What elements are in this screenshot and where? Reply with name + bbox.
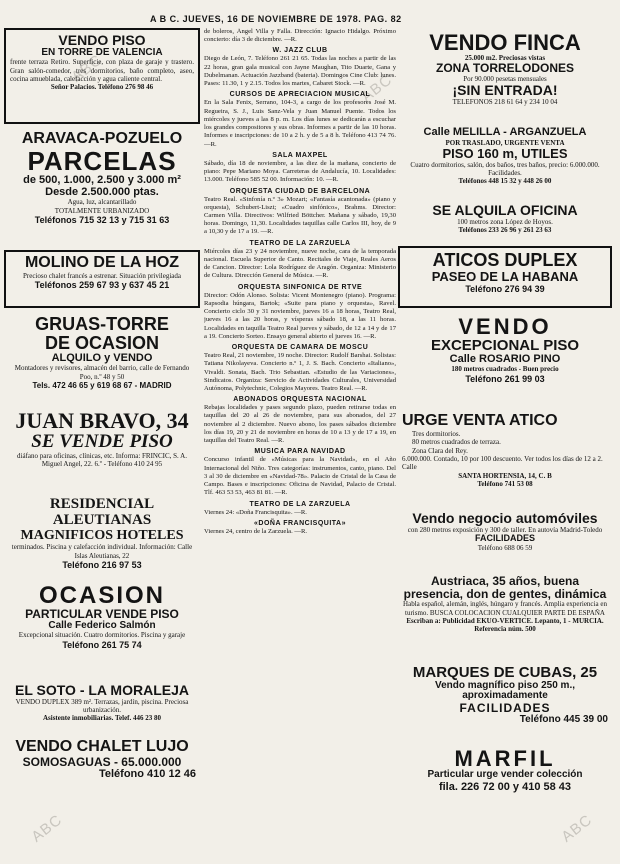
ad-body: Habla español, alemán, inglés, húngaro y francés. Amplia experiencia en turismo. BUSCA COLOCACION CUALQUIER PARTE DE ESPAÑA [403,600,607,617]
ad-body: Precioso chalet francés a estrenar. Situación privilegiada [22,271,182,280]
ad-body: VENDO DUPLEX 389 m². Terrazas, jardín, piscina. Preciosa urbanización. [15,697,189,715]
ad-body: Particular urge vender colección [427,769,583,781]
ad-slogan: ¡SIN ENTRADA! [452,82,558,99]
listing-section [204,520,396,536]
ad-phone: Teléfono 276 94 39 [465,283,545,294]
ad-title: ARAVACA-POZUELO [21,130,183,147]
ad-subtitle: PARTICULAR VENDE PISO [25,607,179,622]
ad-vendo-excepcional-piso [398,312,612,406]
ad-label: FACILIDADES [474,533,535,544]
ad-gruas-torre [4,312,200,402]
ad-juan-bravo [4,406,200,490]
ad-ocasion [4,580,200,676]
listing-title: ABONADOS ORQUESTA NACIONAL [233,396,367,404]
ad-phone: Teléfonos 259 67 93 y 637 45 21 [34,280,170,291]
ad-phone: TELEFONOS 218 61 64 y 234 10 04 [452,98,558,107]
ad-phone: Teléfono 261 99 03 [465,373,545,384]
ad-marfil [398,744,612,812]
listing-title: TEATRO DE LA ZARZUELA [249,500,351,508]
ad-title: VENDO CHALET LUJO [15,738,189,755]
ad-price: Desde 2.500.000 ptas. [45,185,159,198]
watermark: ABC [358,71,396,106]
ad-title: SE ALQUILA OFICINA [432,202,578,218]
ad-title: MOLINO DE LA HOZ [24,254,180,271]
ad-title: MARQUES DE CUBAS, 25 [412,664,598,681]
ad-subtitle: PASEO DE LA HABANA [431,268,579,284]
ad-phone: Teléfono 741 53 08 [477,480,533,489]
ad-title: GRUAS-TORRE [35,314,169,334]
ad-phone: Teléfono 688 06 59 [477,543,533,552]
ad-item-list [402,430,608,455]
ad-phone: Teléfonos 715 32 13 y 715 31 63 [34,214,170,225]
listing-title: TEATRO DE LA ZARZUELA [249,239,351,247]
ad-services: Agua, luz, alcantarillado [67,198,137,207]
listing-title: SALA MAXPEL [272,151,328,159]
left-column [4,28,200,808]
ad-terms: Por 90.000 pesetas mensuales [463,75,547,84]
listing-title: CURSOS DE APRECIACION MUSICAL [229,91,371,99]
ad-title: VENDO FINCA [429,30,581,55]
ad-title: ATICOS DUPLEX [432,250,578,270]
ad-title2: MAGNIFICOS HOTELES [20,527,184,543]
ad-phone: Teléfono 410 12 46 [98,768,196,781]
ad-title: Vendo negocio automóviles [412,510,598,526]
ad-title: RESIDENCIAL ALEUTIANAS [49,496,155,528]
listing-section [204,284,396,341]
listing-section [204,501,396,517]
ad-contact: SANTA HORTENSIA, 14, C. B [458,471,552,480]
listing-title: «DOÑA FRANCISQUITA» [254,519,346,527]
ad-zone: ZONA TORRELODONES [435,61,574,76]
ad-contact: Escriban a: Publicidad EKUO-VERTICE. Lepanto, 1 - MURCIA. Referencia núm. 500 [406,616,604,634]
ad-residencial-aleutianas [4,494,200,576]
ad-title: Austriaca, 35 años, buena presencia, don de gentes, dinámica [403,574,607,601]
ad-phone: Teléfono 445 39 00 [519,714,608,726]
listing-section [204,47,396,88]
ad-marques-de-cubas [398,662,612,740]
listing-text: Teatro Real, 21 noviembre, 19 noche. Director: Rudolf Barshai. Solistas: Tatiana Nikolayeva. Concierto n.º 1, J. S. Bach. Concierto «Italiano», Vivaldi. Sonata, Bach. Trio Sebastian. «Estudio de las Variaciones», Sindicatos. Organiza: Servicio de Actividades Culturales, Universidad Autónoma, Polytechnic, Colegios Mayores. Teatro Real. —R. [204,352,396,392]
listing-section [204,152,396,185]
ad-body: diáfano para oficinas, clínicas, etc. Informa: FRINCIC, S. A. [17,452,187,461]
ad-phone: Teléfono 216 97 53 [62,559,142,570]
ad-sizes: de 500, 1.000, 2.500 y 3.000 m² [23,174,181,187]
ad-title: VENDO PISO [58,32,146,48]
listing-title: ORQUESTA SINFONICA DE RTVE [237,283,363,291]
ad-contact: Miguel Angel, 22. 6.º - Teléfono 410 24 95 [41,460,163,469]
ad-reason: POR TRASLADO, URGENTE VENTA [445,138,565,147]
ad-title: MARFIL [454,746,556,771]
listing-text: En la Sala Fenix, Serrano, 104-3, a cargo de los profesores José M. Regueira, S. J., Luis Sanz-Vela y Juan Manuel Puente. Todos los miércoles y jueves a las 8 p. m. Los días lunes se dedicarán a escuchar los grandes compositores y sus obras. Informes a partir de las 10 horas. Informes e inscripciones: de 10 a 2 h. y de 5 a 8 h. Teléfono 413 74 76. —R. [204,99,396,148]
ad-item: Tres dormitorios. [412,429,461,438]
listing-title: W. JAZZ CLUB [272,47,328,55]
listing-title: ORQUESTA CIUDAD DE BARCELONA [229,187,371,195]
listing-text: Viernes 24: «Doña Francisquita». —R. [204,508,307,516]
ad-subtitle: SOMOSAGUAS - 65.000.000 [22,754,182,769]
ad-main: PISO 160 m, UTILES [442,145,568,161]
ad-body: con 280 metros exposición y 300 de taller. En autovía Madrid-Toledo [407,525,603,534]
ad-body: terminados. Piscina y calefacción individual. Información: Calle Islas Aleutianas, 22 [11,543,193,560]
page-header: A B C. JUEVES, 16 DE NOVIEMBRE DE 1978. PAG. 82 [150,14,402,24]
ad-body: frente terraza Retiro. Superficie, con plaza de garaje y trastero. Gran salón-comedor, tres dormitorios, baño completo, aseo, cocina amueblada, calefacción y agua caliente central. [10,58,194,83]
ad-item: Zona Clara del Rey. [412,446,468,455]
ad-el-soto [4,680,200,732]
ad-title2: DE OCASION [44,332,159,353]
listing-title: MUSICA PARA NAVIDAD [254,448,346,456]
ad-contact: Asistente inmobiliarias. Telef. 446 23 80 [42,714,162,723]
ad-contact: Señor Palacios. Teléfono 276 98 46 [50,83,154,92]
ad-size: 25.000 m2. Preciosas vistas [464,54,546,63]
ad-aticos-duplex [398,246,612,308]
ad-phone: Teléfonos 448 15 32 y 448 26 00 [458,177,552,186]
ad-subtitle: EN TORRE DE VALENCIA [41,46,163,58]
ad-title: EL SOTO - LA MORALEJA [15,682,189,698]
ad-status: TOTALMENTE URBANIZADO [54,206,150,215]
ad-body: Vendo magnífico piso 250 m., aproximadamente [434,679,576,702]
ad-negocio-automoviles [398,508,612,568]
ad-calle-melilla [398,124,612,196]
ad-title: URGE VENTA ATICO [402,412,558,429]
watermark: ABC [558,811,596,846]
ad-body: 6.000.000. Contado, 10 por 100 descuento. Ver todos los días de 12 a 2. Calle [402,454,603,472]
middle-column [204,28,396,848]
ad-austriaca [398,572,612,658]
listing-text: Miércoles días 23 y 24 noviembre, nueve noche, cara de la temporada nacional. Escuela Superior de Canto. Recitales de Viaje, Reales Aeros de Cancion. Director: Lola Rodríguez de Aragón. Organiza: Ministerio de Cultura. Dirección General de Música. —R. [204,247,396,280]
listing-text: Concurso infantil de «Músicas para la Navidad», en el Año Internacional del Niño. Tres categorías: instrumentos, canto, piano. Del 3 al 30 de diciembre en «Navidad-78». Palacio de Cristal de la Casa de Campo. Bases e inscripciones: Oficina de Navidad, Palacio de Cristal. Tlf. 463 53 53, 463 81 81. —R. [204,456,396,497]
ad-molino-de-la-hoz [4,250,200,308]
ad-subtitle: ALQUILO y VENDO [51,351,153,364]
ad-title: Calle MELILLA - ARGANZUELA [423,126,587,138]
ad-title: JUAN BRAVO, 34 [15,408,189,433]
ad-aravaca-pozuelo [4,128,200,246]
watermark: ABC [68,51,106,86]
listing-section [204,28,396,44]
right-column [398,28,612,816]
ad-label: FACILIDADES [459,700,551,715]
ad-body: Montadores y revisores, almacén del barrio, calle de Fernando Poo, n.º 48 y 50 [14,364,190,381]
listing-text: de boleros, Ángel Villa y Falla. Dirección: Ignacio Hidalgo. Próximo concierto: día 3 de diciembre. —R. [204,28,396,44]
listing-section [204,344,396,393]
listing-text: Sábado, día 18 de noviembre, a las diez de la mañana, concierto de piano: Pepe Mariano Moya. Carreteras de Andalucía, 10. Localidades: 13.000. Teléfono 585 52 00. Información: 10. —R. [204,159,396,184]
ad-phone: fila. 226 72 00 y 410 58 43 [438,780,572,793]
watermark: ABC [28,811,66,846]
ad-body: 180 metros cuadrados - Buen precio [451,365,559,374]
ad-vendo-piso [4,28,200,124]
ad-title: OCASION [38,582,165,609]
listing-text: Teatro Real. «Sinfonía n.º 3» Mozart; «Fantasía acantonada» (piano y orquesta), Schubert-Liszt; «Cuadro sinfónico», Brahms. Director: Carmen Villa. Directivos: Wilfried Böttcher. Mañana y sábado, 19,30 horas. Domingo, 11,30. Localidades taquillas calle Carlos III, hoy, de 9 a 10,30 y de 17 a 19. —R. [204,195,396,236]
listing-section [204,396,396,445]
ad-title2: SE VENDE PISO [31,431,173,453]
listing-section [204,91,396,148]
ad-vendo-finca [398,28,612,120]
ad-alquila-oficina [398,200,612,242]
ad-chalet-lujo [4,736,200,804]
listing-section [204,448,396,497]
listing-section [204,188,396,237]
listing-text: Director: Odón Alonso. Solista: Vicent Montenegro (piano). Programa: Rapsodia húngara, Bartok; «Suite para piano y orquesta», Ravel. Concierto ciclo 30 y 31 noviembre, jueves 16 a 18 horas, Teatro Real, jueves 16 a las 20 horas, y vísperas sábado 18, a las 11 horas. Localidades en taquilla Teatro Real jueves y sábado, de 12 a 14 y de 17 a 19. Concierto Sorteo. Ensayo general abierto el jueves 16. —R. [204,291,396,340]
listing-text: Diego de León, 7. Teléfono 261 21 65. Todas las noches a partir de las 22 horas, gran gala musical con Jayne Maughan, Tito Duarte, Gana y Dubelmanan. Actuación Jazzband (bateria). Domingos Cine Club: lunes. Pases: 11.30, 1 y 2.15. Todos los martes, Cabaret Stock. —R. [204,55,396,88]
ad-phone: Teléfono 261 75 74 [62,639,142,650]
ad-body: 100 metros zona López de Hoyos. [457,217,553,226]
ad-item: 80 metros cuadrados de terraza. [412,438,501,447]
ad-body: Excepcional situación. Cuatro dormitorios. Piscina y garaje [18,631,186,640]
ad-street: Calle Federico Salmón [48,619,156,631]
ad-urge-venta-atico [398,410,612,504]
ad-title2: EXCEPCIONAL PISO [430,337,580,355]
ad-title2: PARCELAS [27,145,177,176]
ad-body: Cuatro dormitorios, salón, dos baños, tres baños, precio: 6.000.000. Facilidades. [410,160,600,177]
listing-section [204,240,396,281]
listing-text: Viernes 24, centro de la Zarzuela. —R. [204,527,308,535]
listing-title: ORQUESTA DE CAMARA DE MOSCU [231,344,369,352]
ad-phone: Teléfonos 233 26 96 y 261 23 63 [458,226,552,235]
listing-text: Rebajas localidades y pases segundo plazo, pueden retirarse todas en taquillas del 20 al 26 de noviembre, para sus abonados, del 27 noviembre al 2 diciembre. Nuevo abono, los pases sábados diciembre los días 19, 20 y 21 de noviembre en horas de 10 a 13 y de 17 a 19, en taquillas del Teatro Real. —R. [204,404,396,445]
ad-phone: Tels. 472 46 65 y 619 68 67 - MADRID [32,381,172,391]
ad-title: VENDO [458,314,552,339]
ad-street: Calle ROSARIO PINO [449,352,561,365]
